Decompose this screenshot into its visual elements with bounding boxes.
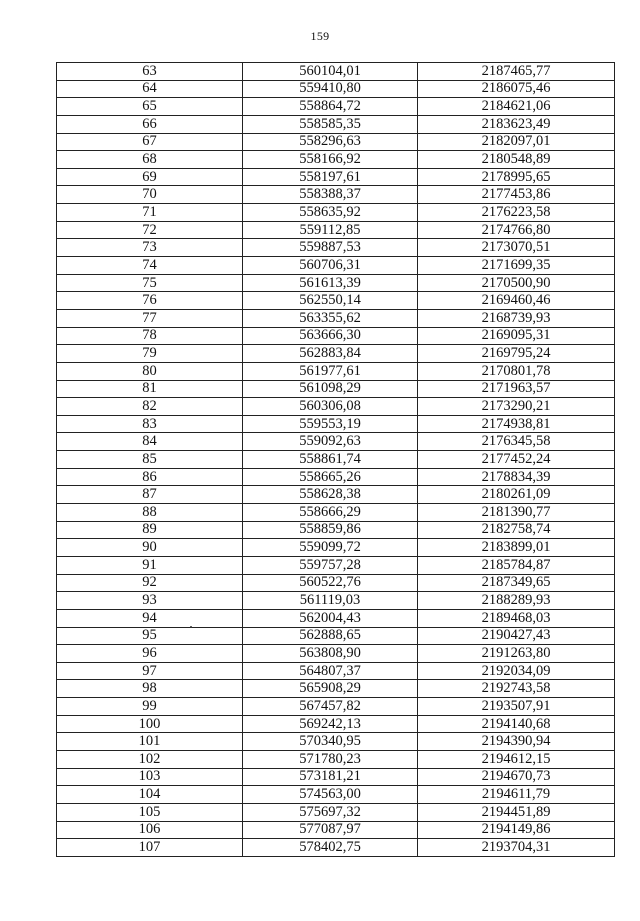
point-number-cell: 64 [57,80,243,98]
table-row [57,362,615,380]
table-row [57,221,615,239]
point-number-cell: 77 [57,309,243,327]
point-number-cell: 91 [57,556,243,574]
x-coordinate-cell: 565908,29 [243,680,418,698]
point-number-cell: 100 [57,715,243,733]
x-coordinate-cell: 559112,85 [243,221,418,239]
point-number-cell: 72 [57,221,243,239]
x-coordinate-cell: 559553,19 [243,415,418,433]
x-coordinate-cell: 559887,53 [243,239,418,257]
table-row [57,345,615,363]
y-coordinate-cell: 2169795,24 [418,345,615,363]
point-number-cell: 69 [57,168,243,186]
y-coordinate-cell: 2171699,35 [418,257,615,275]
table-row [57,204,615,222]
y-coordinate-cell: 2168739,93 [418,309,615,327]
x-coordinate-cell: 577087,97 [243,821,418,839]
x-coordinate-cell: 574563,00 [243,786,418,804]
point-number-cell: 67 [57,133,243,151]
point-number-cell: 97 [57,662,243,680]
y-coordinate-cell: 2174766,80 [418,221,615,239]
point-number-cell: 63 [57,63,243,81]
y-coordinate-cell: 2194390,94 [418,733,615,751]
x-coordinate-cell: 563666,30 [243,327,418,345]
y-coordinate-cell: 2170801,78 [418,362,615,380]
y-coordinate-cell: 2194140,68 [418,715,615,733]
table-row [57,292,615,310]
y-coordinate-cell: 2183623,49 [418,115,615,133]
y-coordinate-cell: 2191263,80 [418,645,615,663]
y-coordinate-cell: 2184621,06 [418,98,615,116]
point-number-cell: 86 [57,468,243,486]
x-coordinate-cell: 562883,84 [243,345,418,363]
x-coordinate-cell: 562550,14 [243,292,418,310]
x-coordinate-cell: 562888,65 [243,627,418,645]
table-row [57,768,615,786]
y-coordinate-cell: 2194149,86 [418,821,615,839]
table-row [57,327,615,345]
x-coordinate-cell: 560706,31 [243,257,418,275]
x-coordinate-cell: 558861,74 [243,451,418,469]
table-row [57,486,615,504]
y-coordinate-cell: 2190427,43 [418,627,615,645]
table-row [57,592,615,610]
y-coordinate-cell: 2182097,01 [418,133,615,151]
coordinates-table [56,62,615,857]
y-coordinate-cell: 2173070,51 [418,239,615,257]
table-row [57,415,615,433]
point-number-cell: 79 [57,345,243,363]
x-coordinate-cell: 559099,72 [243,539,418,557]
point-number-cell: 88 [57,504,243,522]
y-coordinate-cell: 2192743,58 [418,680,615,698]
x-coordinate-cell: 564807,37 [243,662,418,680]
x-coordinate-cell: 561613,39 [243,274,418,292]
point-number-cell: 81 [57,380,243,398]
y-coordinate-cell: 2177452,24 [418,451,615,469]
point-number-cell: 66 [57,115,243,133]
table-row [57,750,615,768]
point-number-cell: 94 [57,609,243,627]
point-number-cell: 105 [57,803,243,821]
y-coordinate-cell: 2180261,09 [418,486,615,504]
y-coordinate-cell: 2194451,89 [418,803,615,821]
y-coordinate-cell: 2169460,46 [418,292,615,310]
y-coordinate-cell: 2185784,87 [418,556,615,574]
point-number-cell: 107 [57,839,243,857]
table-row [57,80,615,98]
point-number-cell: 80 [57,362,243,380]
table-row [57,733,615,751]
x-coordinate-cell: 570340,95 [243,733,418,751]
table-row [57,133,615,151]
table-row [57,433,615,451]
table-row [57,803,615,821]
table-row [57,627,615,645]
table-row [57,609,615,627]
y-coordinate-cell: 2188289,93 [418,592,615,610]
table-row [57,468,615,486]
table-row [57,715,615,733]
table-row [57,115,615,133]
point-number-cell: 93 [57,592,243,610]
x-coordinate-cell: 561977,61 [243,362,418,380]
point-number-cell: 74 [57,257,243,275]
y-coordinate-cell: 2186075,46 [418,80,615,98]
x-coordinate-cell: 559757,28 [243,556,418,574]
scan-speck [190,626,192,628]
point-number-cell: 83 [57,415,243,433]
point-number-cell: 78 [57,327,243,345]
point-number-cell: 101 [57,733,243,751]
y-coordinate-cell: 2178834,39 [418,468,615,486]
x-coordinate-cell: 573181,21 [243,768,418,786]
y-coordinate-cell: 2178995,65 [418,168,615,186]
x-coordinate-cell: 561119,03 [243,592,418,610]
point-number-cell: 68 [57,151,243,169]
point-number-cell: 102 [57,750,243,768]
y-coordinate-cell: 2194612,15 [418,750,615,768]
table-row [57,786,615,804]
table-row [57,556,615,574]
point-number-cell: 76 [57,292,243,310]
point-number-cell: 65 [57,98,243,116]
y-coordinate-cell: 2189468,03 [418,609,615,627]
table-row [57,309,615,327]
table-row [57,574,615,592]
point-number-cell: 95 [57,627,243,645]
x-coordinate-cell: 569242,13 [243,715,418,733]
table-row [57,539,615,557]
y-coordinate-cell: 2174938,81 [418,415,615,433]
x-coordinate-cell: 558864,72 [243,98,418,116]
point-number-cell: 92 [57,574,243,592]
x-coordinate-cell: 558197,61 [243,168,418,186]
x-coordinate-cell: 558585,35 [243,115,418,133]
x-coordinate-cell: 558296,63 [243,133,418,151]
x-coordinate-cell: 559410,80 [243,80,418,98]
table-row [57,239,615,257]
point-number-cell: 96 [57,645,243,663]
table-row [57,821,615,839]
point-number-cell: 99 [57,698,243,716]
table-row [57,504,615,522]
table-row [57,257,615,275]
y-coordinate-cell: 2180548,89 [418,151,615,169]
x-coordinate-cell: 567457,82 [243,698,418,716]
y-coordinate-cell: 2176223,58 [418,204,615,222]
y-coordinate-cell: 2173290,21 [418,398,615,416]
y-coordinate-cell: 2187465,77 [418,63,615,81]
x-coordinate-cell: 560306,08 [243,398,418,416]
x-coordinate-cell: 563355,62 [243,309,418,327]
y-coordinate-cell: 2169095,31 [418,327,615,345]
y-coordinate-cell: 2171963,57 [418,380,615,398]
point-number-cell: 98 [57,680,243,698]
y-coordinate-cell: 2176345,58 [418,433,615,451]
table-row [57,680,615,698]
table-row [57,98,615,116]
y-coordinate-cell: 2177453,86 [418,186,615,204]
point-number-cell: 82 [57,398,243,416]
x-coordinate-cell: 558859,86 [243,521,418,539]
point-number-cell: 87 [57,486,243,504]
y-coordinate-cell: 2170500,90 [418,274,615,292]
x-coordinate-cell: 558635,92 [243,204,418,222]
point-number-cell: 71 [57,204,243,222]
table-row [57,698,615,716]
table-row [57,662,615,680]
y-coordinate-cell: 2192034,09 [418,662,615,680]
y-coordinate-cell: 2193507,91 [418,698,615,716]
x-coordinate-cell: 578402,75 [243,839,418,857]
y-coordinate-cell: 2193704,31 [418,839,615,857]
table-row [57,839,615,857]
x-coordinate-cell: 559092,63 [243,433,418,451]
table-row [57,186,615,204]
page-number: 159 [310,29,330,43]
y-coordinate-cell: 2187349,65 [418,574,615,592]
y-coordinate-cell: 2181390,77 [418,504,615,522]
point-number-cell: 89 [57,521,243,539]
table-row [57,521,615,539]
point-number-cell: 85 [57,451,243,469]
point-number-cell: 106 [57,821,243,839]
x-coordinate-cell: 558628,38 [243,486,418,504]
x-coordinate-cell: 575697,32 [243,803,418,821]
table-row [57,63,615,81]
x-coordinate-cell: 560522,76 [243,574,418,592]
point-number-cell: 104 [57,786,243,804]
coordinates-table-body [57,63,615,857]
x-coordinate-cell: 563808,90 [243,645,418,663]
x-coordinate-cell: 558166,92 [243,151,418,169]
point-number-cell: 75 [57,274,243,292]
x-coordinate-cell: 558665,26 [243,468,418,486]
y-coordinate-cell: 2194670,73 [418,768,615,786]
table-row [57,380,615,398]
x-coordinate-cell: 571780,23 [243,750,418,768]
y-coordinate-cell: 2194611,79 [418,786,615,804]
point-number-cell: 90 [57,539,243,557]
x-coordinate-cell: 560104,01 [243,63,418,81]
table-row [57,451,615,469]
table-row [57,274,615,292]
x-coordinate-cell: 558666,29 [243,504,418,522]
point-number-cell: 73 [57,239,243,257]
y-coordinate-cell: 2183899,01 [418,539,615,557]
y-coordinate-cell: 2182758,74 [418,521,615,539]
table-row [57,168,615,186]
x-coordinate-cell: 558388,37 [243,186,418,204]
table-row [57,645,615,663]
point-number-cell: 103 [57,768,243,786]
table-row [57,151,615,169]
x-coordinate-cell: 562004,43 [243,609,418,627]
point-number-cell: 84 [57,433,243,451]
table-row [57,398,615,416]
x-coordinate-cell: 561098,29 [243,380,418,398]
point-number-cell: 70 [57,186,243,204]
